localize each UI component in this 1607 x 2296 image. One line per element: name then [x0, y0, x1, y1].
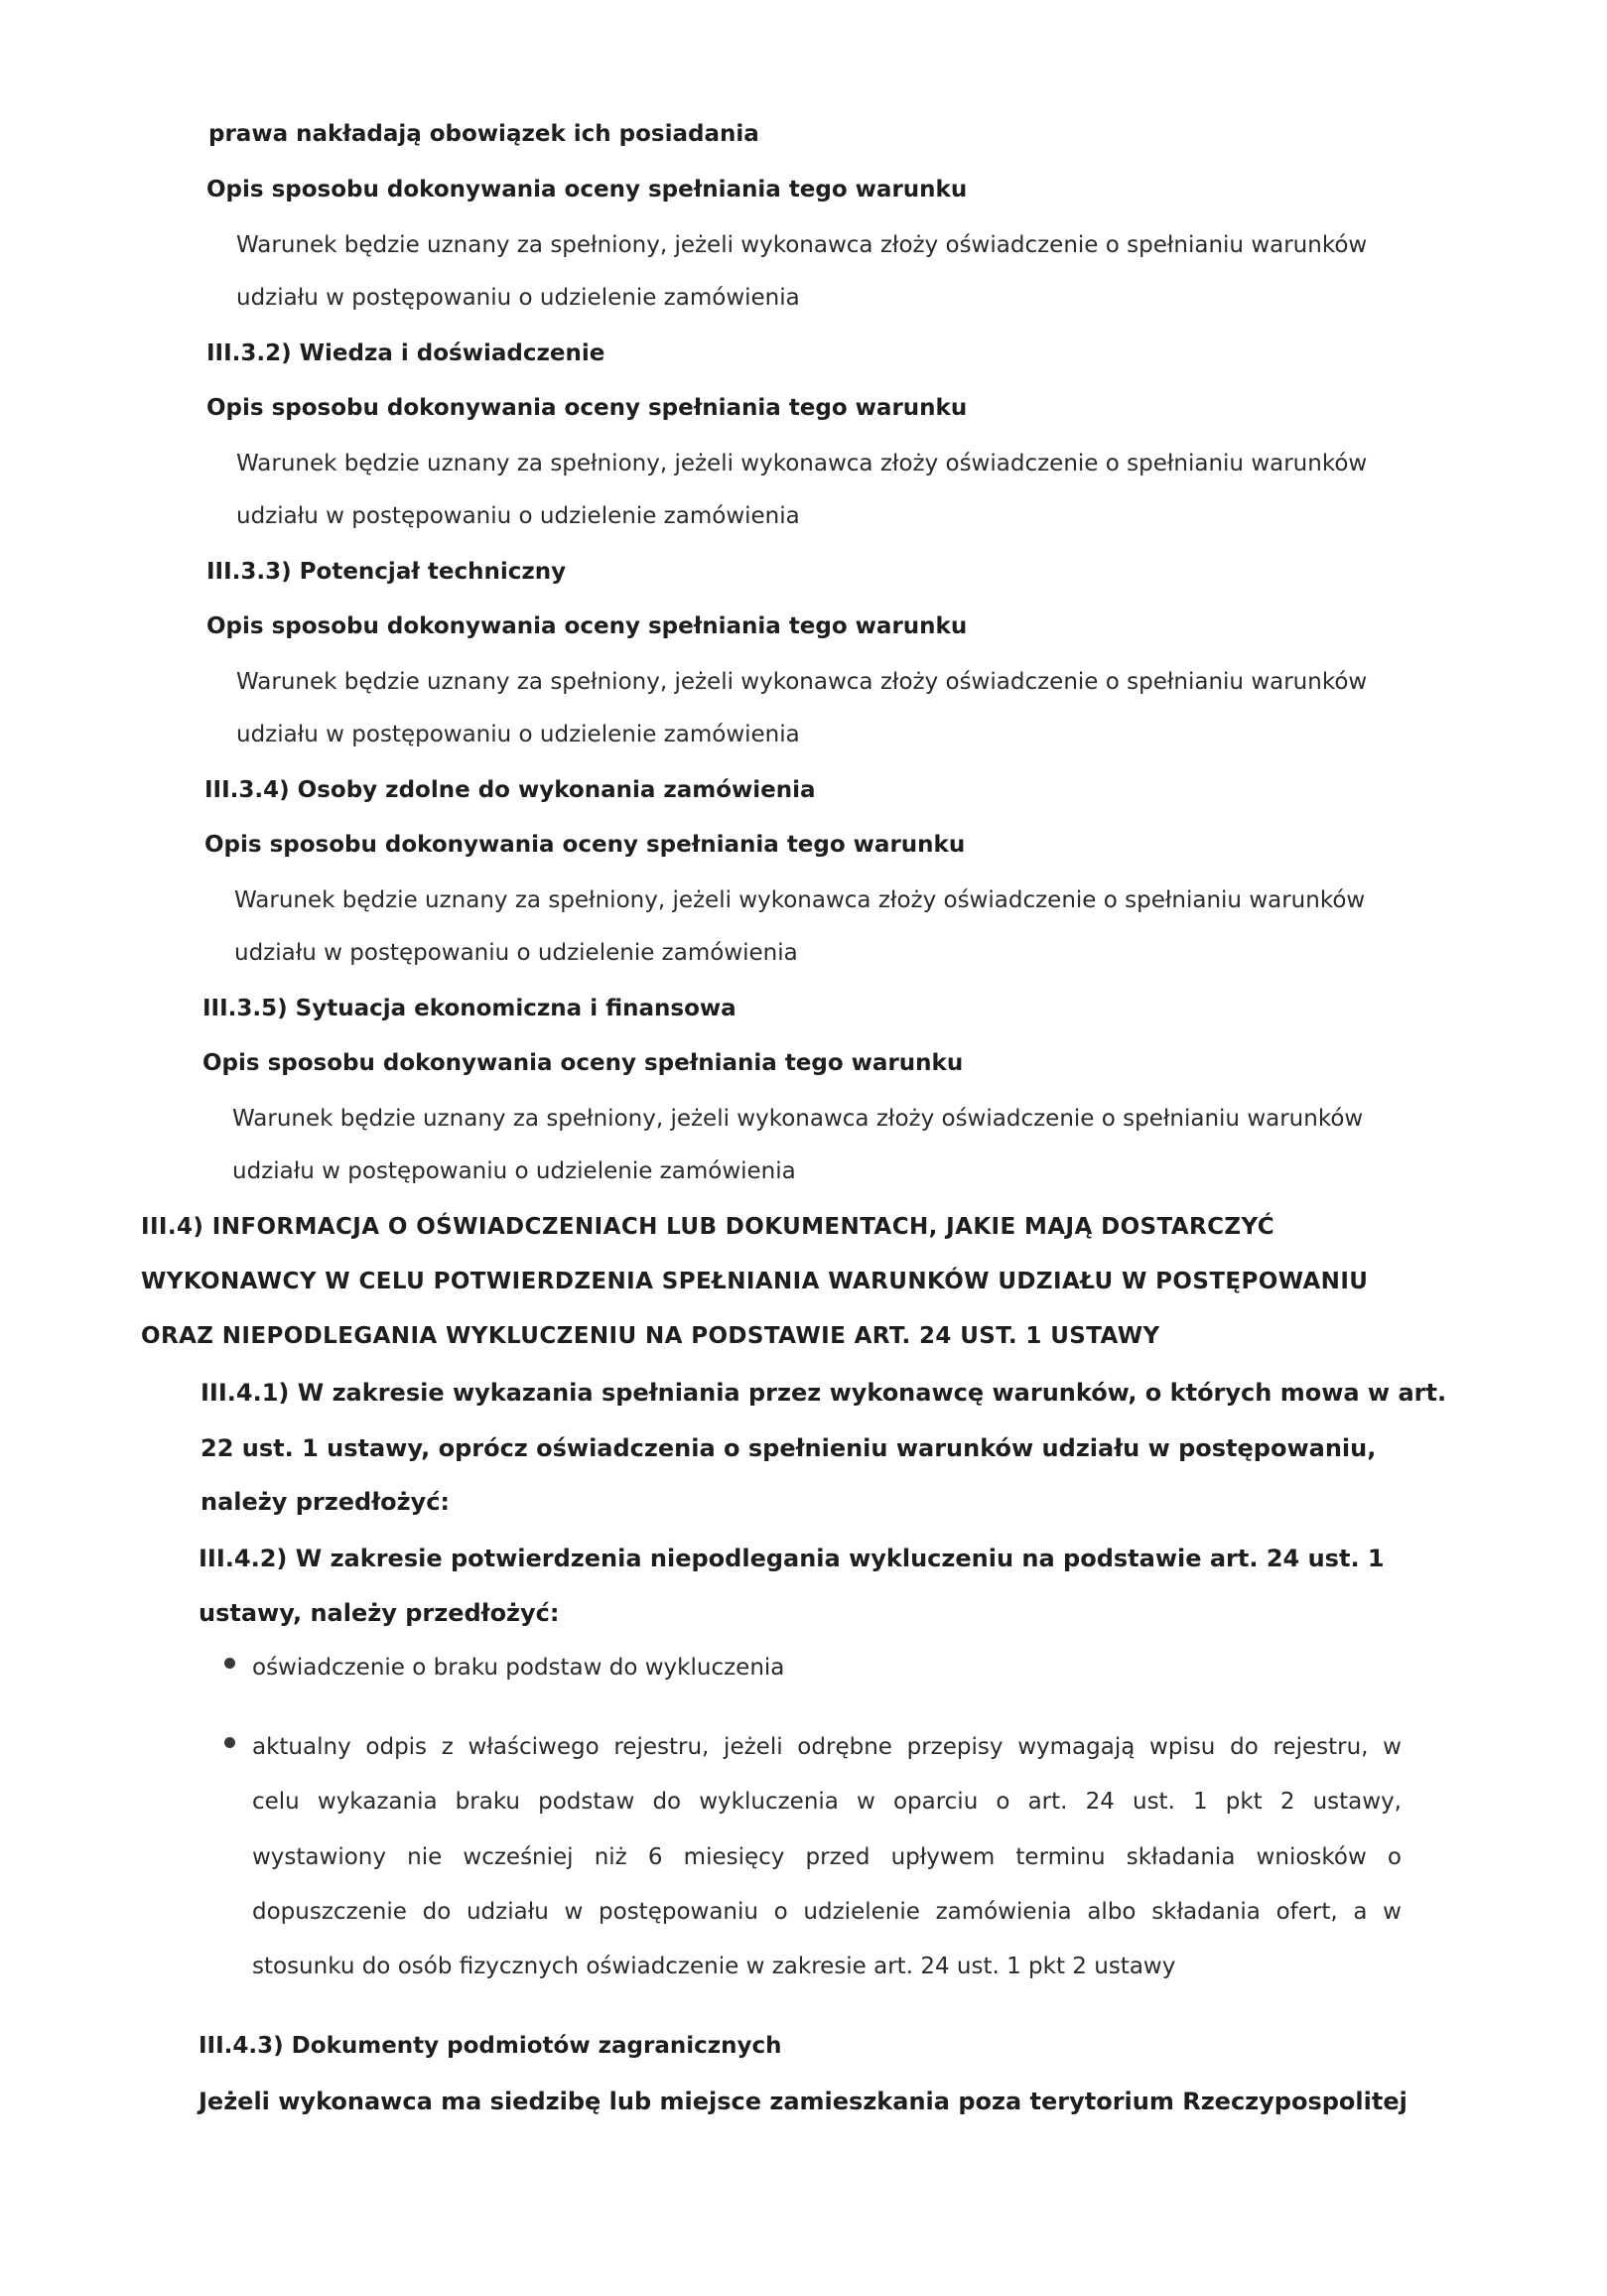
list-item: oświadczenie o braku podstaw do wykluczenia	[252, 1655, 785, 1681]
section-heading: III.3.5) Sytuacja ekonomiczna i finansowa	[202, 996, 737, 1021]
list-item: aktualny odpis z właściwego rejestru, jeżeli odrębne przepisy wymagają wpisu do rejestru, w	[252, 1734, 1402, 1760]
text-line: udziału w postępowaniu o udzielenie zamówienia	[236, 285, 800, 311]
list-item-line: dopuszczenie do udziału w postępowaniu o udzielenie zamówienia albo składania ofert, a w	[252, 1899, 1402, 1925]
bullet-icon	[224, 1737, 235, 1748]
subsection-label: Opis sposobu dokonywania oceny spełniania tego warunku	[206, 613, 968, 639]
section-heading: III.3.4) Osoby zdolne do wykonania zamówienia	[204, 777, 816, 803]
text-line: udziału w postępowaniu o udzielenie zamówienia	[236, 503, 800, 529]
text-line: należy przedłożyć:	[201, 1488, 451, 1516]
section-heading: III.4) INFORMACJA O OŚWIADCZENIACH LUB DOKUMENTACH, JAKIE MAJĄ DOSTARCZYĆ	[141, 1214, 1274, 1240]
text-line: 22 ust. 1 ustawy, oprócz oświadczenia o spełnieniu warunków udziału w postępowaniu,	[201, 1434, 1377, 1462]
list-item-line: celu wykazania braku podstaw do wykluczenia w oparciu o art. 24 ust. 1 pkt 2 ustawy,	[252, 1789, 1402, 1815]
subsection-heading: III.4.2) W zakresie potwierdzenia niepodlegania wykluczeniu na podstawie art. 24 ust. 1	[199, 1545, 1385, 1572]
bullet-icon	[224, 1658, 235, 1669]
section-heading: ORAZ NIEPODLEGANIA WYKLUCZENIU NA PODSTAWIE ART. 24 UST. 1 USTAWY	[141, 1323, 1160, 1349]
text-line: Warunek będzie uznany za spełniony, jeżeli wykonawca złoży oświadczenie o spełnianiu warunków	[234, 887, 1366, 913]
text-line: udziału w postępowaniu o udzielenie zamówienia	[234, 940, 798, 966]
text-line: udziału w postępowaniu o udzielenie zamówienia	[232, 1158, 796, 1184]
text-line: Warunek będzie uznany za spełniony, jeżeli wykonawca złoży oświadczenie o spełnianiu warunków	[236, 232, 1368, 258]
text-line: prawa nakładają obowiązek ich posiadania	[208, 121, 759, 147]
subsection-heading: III.4.3) Dokumenty podmiotów zagranicznych	[199, 2033, 782, 2059]
subsection-label: Opis sposobu dokonywania oceny spełniania tego warunku	[204, 832, 966, 858]
text-line: Warunek będzie uznany za spełniony, jeżeli wykonawca złoży oświadczenie o spełnianiu warunków	[236, 669, 1368, 695]
section-heading: WYKONAWCY W CELU POTWIERDZENIA SPEŁNIANIA WARUNKÓW UDZIAŁU W POSTĘPOWANIU	[141, 1269, 1369, 1294]
section-heading: III.3.2) Wiedza i doświadczenie	[206, 340, 605, 366]
text-line: Warunek będzie uznany za spełniony, jeżeli wykonawca złoży oświadczenie o spełnianiu warunków	[236, 451, 1368, 476]
subsection-label: Opis sposobu dokonywania oceny spełniania tego warunku	[206, 177, 968, 203]
list-item-line: wystawiony nie wcześniej niż 6 miesięcy przed upływem terminu składania wniosków o	[252, 1844, 1402, 1870]
text-line: Jeżeli wykonawca ma siedzibę lub miejsce zamieszkania poza terytorium Rzeczypospolitej	[199, 2088, 1407, 2115]
text-line: ustawy, należy przedłożyć:	[199, 1599, 560, 1627]
text-line: Warunek będzie uznany za spełniony, jeżeli wykonawca złoży oświadczenie o spełnianiu warunków	[232, 1106, 1364, 1132]
text-line: udziału w postępowaniu o udzielenie zamówienia	[236, 722, 800, 747]
subsection-heading: III.4.1) W zakresie wykazania spełniania przez wykonawcę warunków, o których mowa w art.	[201, 1379, 1447, 1407]
list-item-line: stosunku do osób fizycznych oświadczenie w zakresie art. 24 ust. 1 pkt 2 ustawy	[252, 1954, 1176, 1979]
subsection-label: Opis sposobu dokonywania oceny spełniania tego warunku	[206, 395, 968, 421]
section-heading: III.3.3) Potencjał techniczny	[206, 559, 567, 585]
subsection-label: Opis sposobu dokonywania oceny spełniania tego warunku	[202, 1050, 964, 1076]
